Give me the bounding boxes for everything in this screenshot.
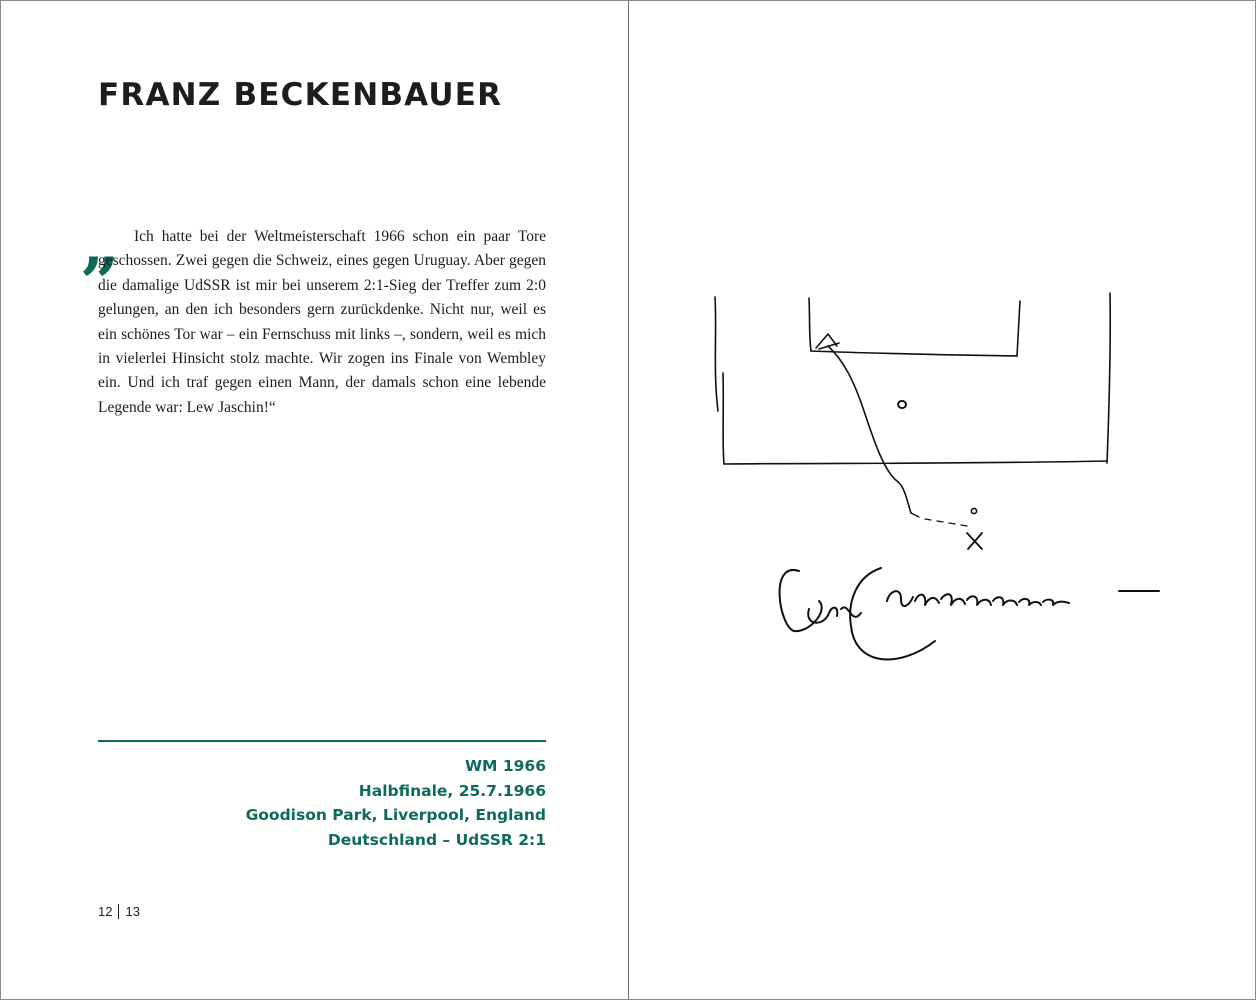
goal-sketch-drawing xyxy=(629,1,1255,999)
sketch-penalty-area-left xyxy=(715,297,718,411)
quote-text: Ich hatte bei der Weltmeisterschaft 1966 schon ein paar Tore geschossen. Zwei gegen die Schweiz, eines gegen Uruguay. Aber gegen die damalige UdSSR ist mir bei unserem 2:1-Sieg der Treffer zum 2:0 gelungen, an den ich besonders gern zurückdenke. Nicht nur, weil es ein schönes Tor war – ein Fernschuss mit links –, sondern, weil es mich in vielerlei Hinsicht stolz machte. Wir zogen ins Finale von Wembley ein. Und ich traf gegen einen Mann, der damals schon eine lebende Legende war: Lew Jaschin!“ xyxy=(98,228,546,416)
signature-drawing xyxy=(780,568,1159,659)
sketch-penalty-spot xyxy=(898,401,906,408)
left-page xyxy=(1,1,628,999)
fact-round-date: Halbfinale, 25.7.1966 xyxy=(358,781,546,800)
match-facts xyxy=(98,754,546,852)
page-number-right: 13 xyxy=(125,904,140,919)
sketch-goal-area-right xyxy=(1017,301,1020,356)
page-number-separator xyxy=(118,904,119,919)
opening-quote-icon: „ xyxy=(81,204,117,284)
sketch-penalty-area-bottom xyxy=(724,461,1106,464)
page-title: FRANZ BECKENBAUER xyxy=(98,77,503,113)
divider-rule xyxy=(98,740,546,742)
page-numbers xyxy=(98,904,140,919)
sketch-ball-marker xyxy=(971,508,976,513)
fact-result: Deutschland – UdSSR 2:1 xyxy=(327,830,546,849)
sketch-penalty-area-right xyxy=(1107,293,1110,463)
sketch-arrow-head xyxy=(816,334,839,349)
sketch-shooter-marker xyxy=(967,533,982,549)
fact-event: WM 1966 xyxy=(464,757,546,775)
sketch-dribble-path xyxy=(911,513,967,526)
page-number-left: 12 xyxy=(98,904,113,919)
fact-venue: Goodison Park, Liverpool, England xyxy=(245,806,546,824)
sketch-goal-area-bottom xyxy=(811,351,1017,356)
right-page xyxy=(629,1,1255,999)
sketch-goal-area-left xyxy=(809,298,811,351)
sketch-penalty-area-left-lower xyxy=(723,373,724,464)
sketch-shot-path xyxy=(828,346,911,513)
